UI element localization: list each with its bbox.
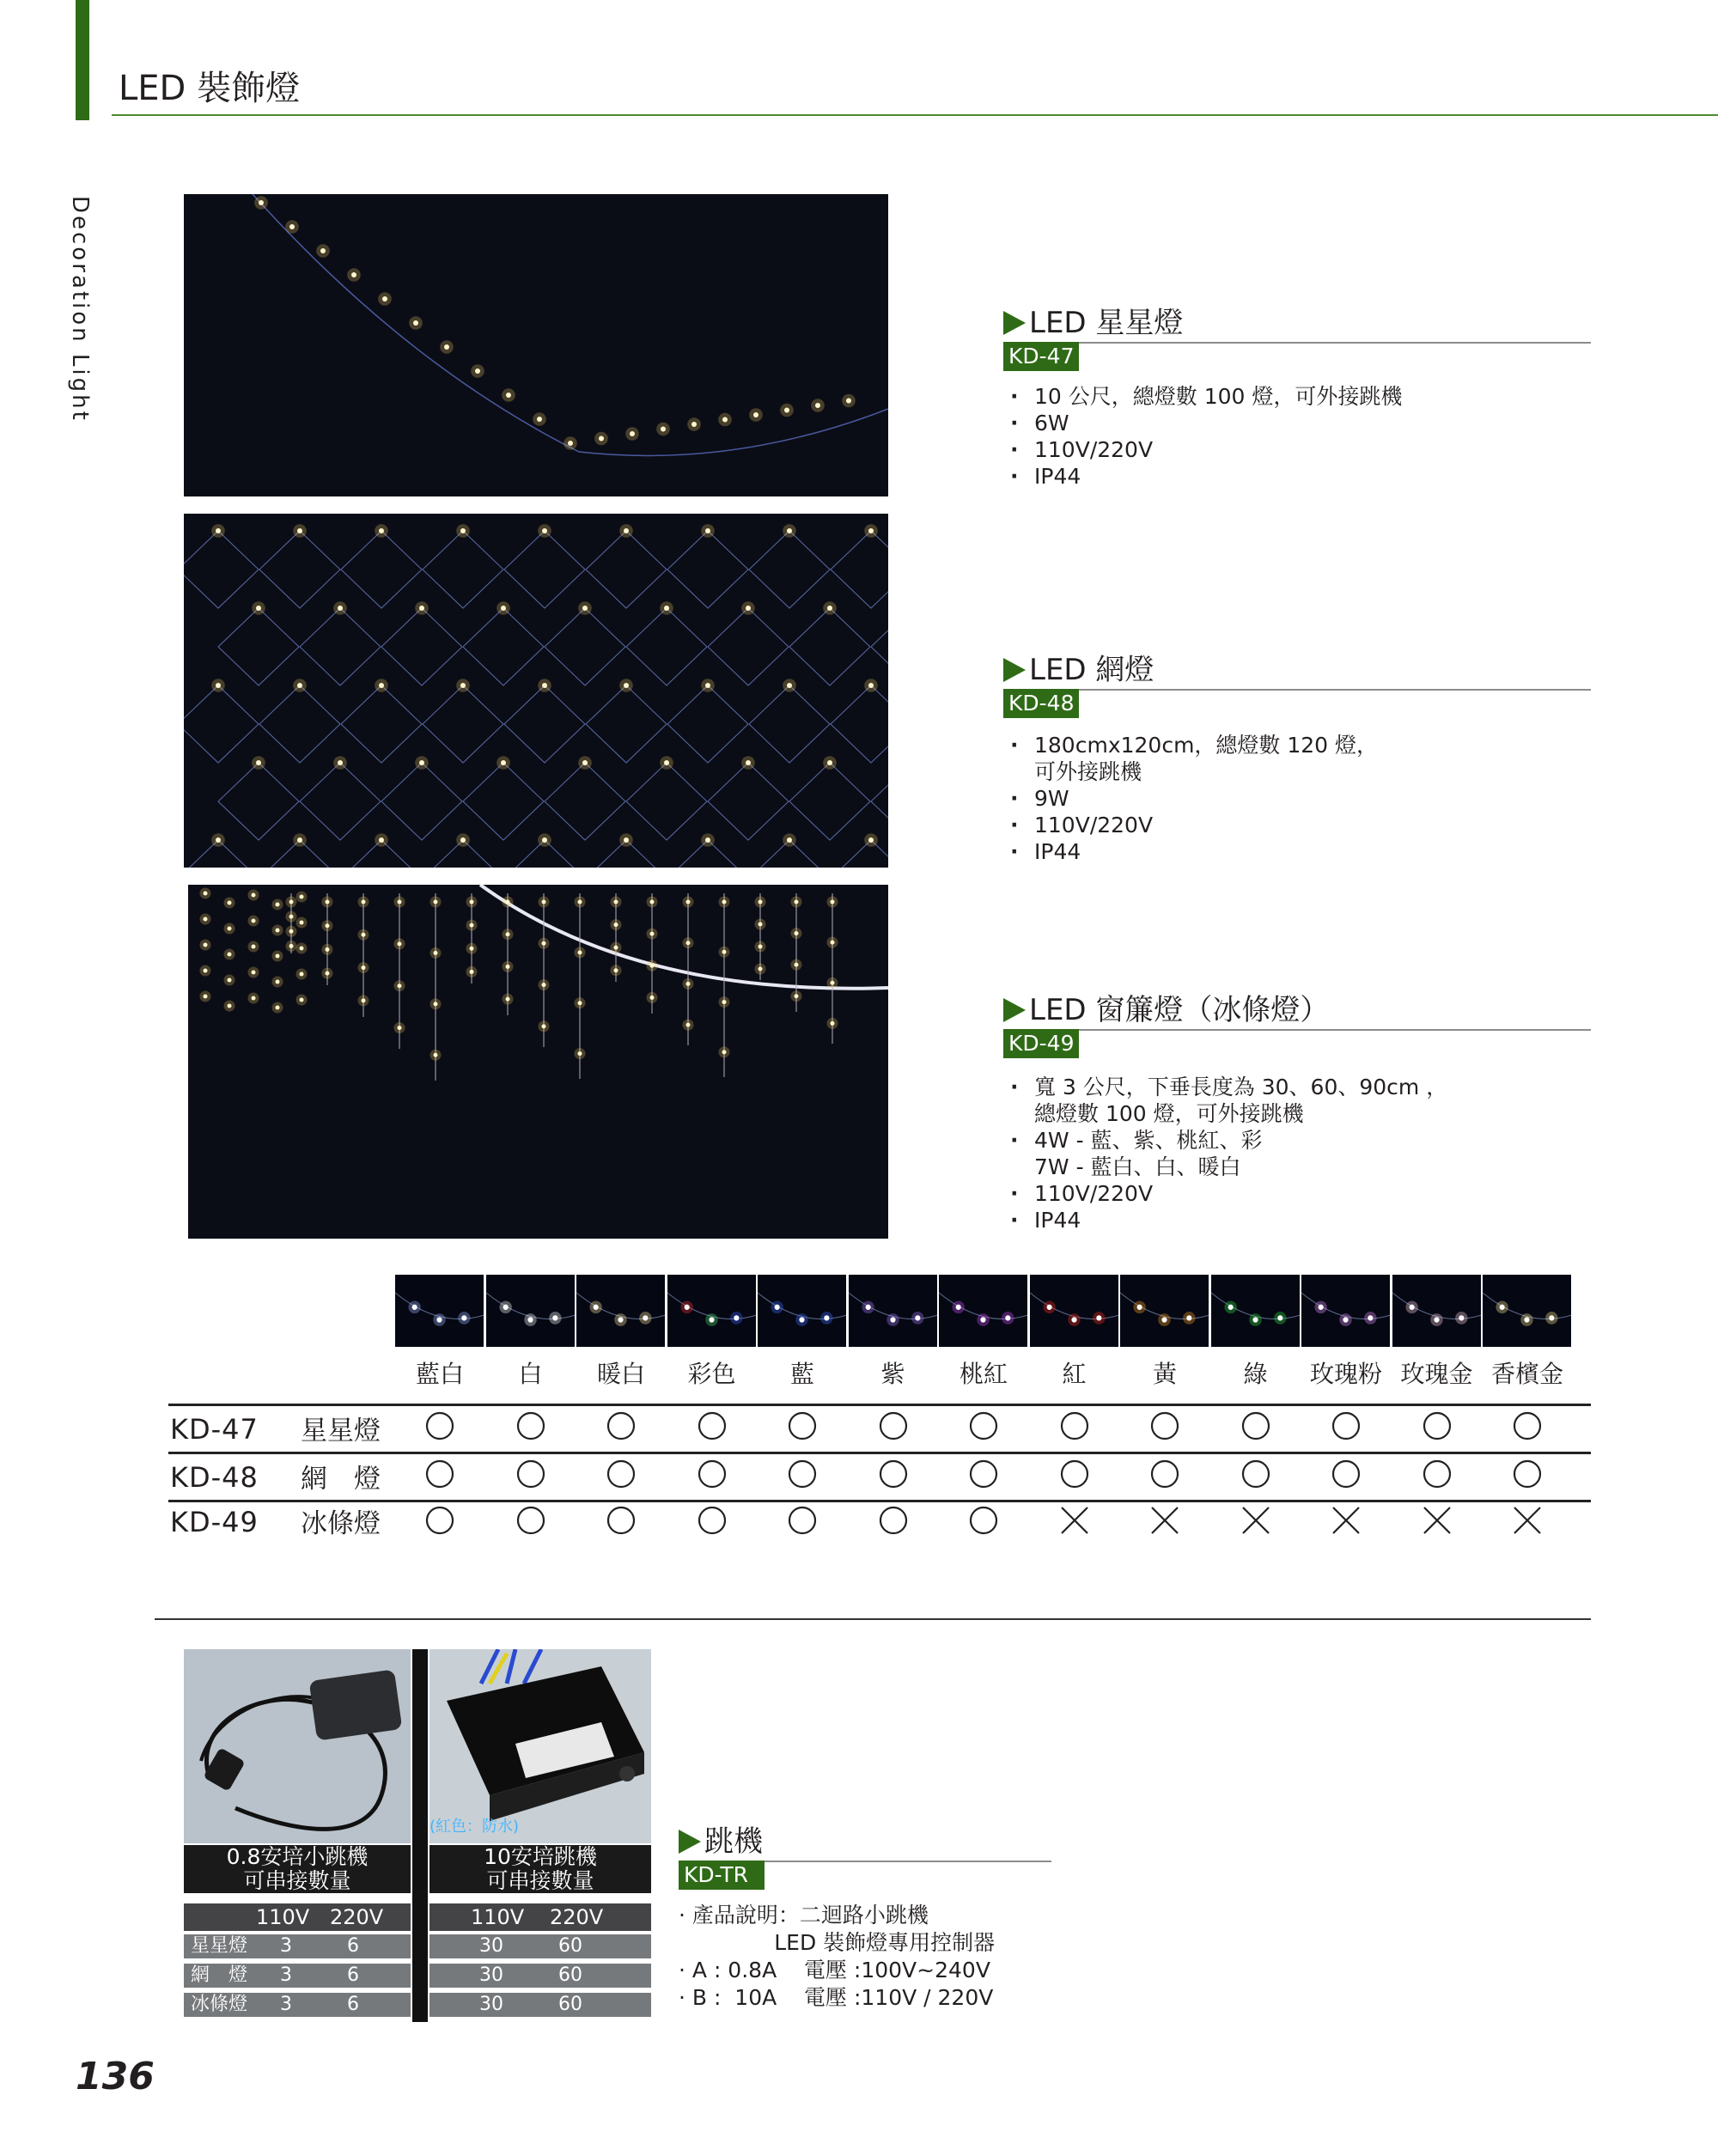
available-circle-icon xyxy=(849,1459,938,1493)
color-swatch xyxy=(1211,1275,1300,1347)
available-circle-icon xyxy=(1392,1459,1482,1493)
small-volt-header: 110V 220V xyxy=(184,1903,411,1931)
color-swatch xyxy=(486,1275,575,1347)
spec-item: · 寬 3 公尺，下垂長度為 30、60、90cm ， 總燈數 100 燈，可外接跳機 xyxy=(1003,1074,1447,1127)
icicle-light-photo xyxy=(188,885,888,1239)
small-controller-photo xyxy=(184,1649,411,1843)
available-circle-icon xyxy=(667,1410,757,1445)
star-light-photo xyxy=(184,194,888,496)
spec-item: · 9W xyxy=(1003,785,1378,812)
available-circle-icon xyxy=(1030,1459,1119,1493)
header-divider xyxy=(112,114,1718,116)
available-circle-icon xyxy=(758,1410,847,1445)
available-circle-icon xyxy=(939,1505,1028,1539)
available-circle-icon xyxy=(1120,1410,1209,1445)
available-circle-icon xyxy=(1301,1410,1391,1445)
color-label: 紫 xyxy=(880,1360,905,1388)
spec-item: · 10 公尺，總燈數 100 燈，可外接跳機 xyxy=(1003,383,1402,410)
spec-item: · 4W - 藍、紫、桃紅、彩 7W - 藍白、白、暖白 xyxy=(1003,1127,1447,1180)
product-code-badge: KD-49 xyxy=(1003,1029,1079,1058)
product-underline xyxy=(1003,689,1591,691)
section-divider xyxy=(155,1618,1591,1620)
color-swatch xyxy=(1030,1275,1118,1347)
controller-code-badge: KD-TR xyxy=(679,1861,765,1890)
spec-item: · 110V/220V xyxy=(1003,436,1402,463)
color-swatch xyxy=(395,1275,484,1347)
large-row-icicle: 30 60 xyxy=(430,1993,651,2017)
spec-item: · 110V/220V xyxy=(1003,1180,1447,1207)
spec-item: · IP44 xyxy=(1003,463,1402,490)
triangle-icon xyxy=(1003,311,1026,335)
spec-item: · IP44 xyxy=(1003,838,1378,865)
color-label: 彩色 xyxy=(687,1360,736,1388)
color-label: 藍白 xyxy=(415,1360,464,1388)
available-circle-icon xyxy=(939,1459,1028,1493)
large-controller-title: 10安培跳機 可串接數量 xyxy=(430,1845,651,1893)
spec-item: · 180cmx120cm，總燈數 120 燈， 可外接跳機 xyxy=(1003,732,1378,785)
color-swatch xyxy=(758,1275,846,1347)
large-volt-header: 110V 220V xyxy=(430,1903,651,1931)
side-label: Decoration Light xyxy=(67,196,93,423)
row-code-kd47: KD-47 xyxy=(170,1413,259,1446)
color-label: 玫瑰粉 xyxy=(1309,1360,1382,1388)
available-circle-icon xyxy=(1120,1459,1209,1493)
available-circle-icon xyxy=(395,1459,484,1493)
color-swatch xyxy=(849,1275,937,1347)
spec-item: · 110V/220V xyxy=(1003,812,1378,838)
available-circle-icon xyxy=(758,1505,847,1539)
product-underline xyxy=(1003,1029,1591,1031)
available-circle-icon xyxy=(667,1459,757,1493)
color-swatch xyxy=(1120,1275,1209,1347)
small-row-icicle: 冰條燈 3 6 xyxy=(184,1993,411,2017)
row-code-kd48: KD-48 xyxy=(170,1461,259,1494)
spec-item: · 6W xyxy=(1003,410,1402,436)
available-circle-icon xyxy=(576,1505,666,1539)
table-rule xyxy=(168,1500,1591,1502)
color-label: 桃紅 xyxy=(959,1360,1008,1388)
product-underline xyxy=(1003,342,1591,344)
color-swatch xyxy=(1392,1275,1481,1347)
table-rule xyxy=(168,1452,1591,1454)
available-circle-icon xyxy=(849,1505,938,1539)
unavailable-cross-icon xyxy=(1030,1505,1119,1539)
color-label: 香檳金 xyxy=(1490,1360,1563,1388)
photo-caption: (紅色：防水) xyxy=(430,1818,520,1836)
color-swatch xyxy=(1483,1275,1571,1347)
row-name-kd48: 網 燈 xyxy=(301,1464,381,1495)
color-label: 暖白 xyxy=(596,1360,645,1388)
controller-title: 跳機 xyxy=(679,1824,763,1859)
product-code-badge: KD-48 xyxy=(1003,689,1079,718)
small-controller-title: 0.8安培小跳機 可串接數量 xyxy=(184,1845,411,1893)
product-title-kd47: LED 星星燈 xyxy=(1003,306,1183,340)
unavailable-cross-icon xyxy=(1301,1505,1391,1539)
net-light-photo xyxy=(184,514,888,868)
available-circle-icon xyxy=(1392,1410,1482,1445)
color-label: 玫瑰金 xyxy=(1400,1360,1473,1388)
product-specs-kd47 xyxy=(1003,383,1402,490)
available-circle-icon xyxy=(1211,1410,1301,1445)
triangle-icon xyxy=(679,1830,701,1854)
page-number: 136 xyxy=(76,2055,155,2098)
small-row-net: 網 燈 3 6 xyxy=(184,1964,411,1988)
unavailable-cross-icon xyxy=(1392,1505,1482,1539)
color-swatch xyxy=(667,1275,756,1347)
color-swatch xyxy=(576,1275,665,1347)
page-title: LED 裝飾燈 xyxy=(119,69,301,108)
row-code-kd49: KD-49 xyxy=(170,1506,259,1538)
available-circle-icon xyxy=(486,1410,576,1445)
unavailable-cross-icon xyxy=(1211,1505,1301,1539)
available-circle-icon xyxy=(1483,1410,1572,1445)
controller-description: · 產品說明：二迴路小跳機 LED 裝飾燈專用控制器 · A : 0.8A 電壓 :100V~240V · B : 10A 電壓 :110V / 220V xyxy=(679,1903,996,2010)
available-circle-icon xyxy=(1483,1459,1572,1493)
available-circle-icon xyxy=(758,1459,847,1493)
color-swatch xyxy=(1301,1275,1390,1347)
spec-item: · IP44 xyxy=(1003,1207,1447,1233)
available-circle-icon xyxy=(486,1459,576,1493)
available-circle-icon xyxy=(395,1410,484,1445)
photo-divider xyxy=(412,1649,428,2022)
large-controller-photo xyxy=(430,1649,651,1843)
small-row-star: 星星燈 3 6 xyxy=(184,1934,411,1958)
product-specs-kd49 xyxy=(1003,1074,1447,1233)
color-label: 黃 xyxy=(1152,1360,1177,1388)
available-circle-icon xyxy=(576,1410,666,1445)
row-name-kd49: 冰條燈 xyxy=(301,1508,381,1539)
available-circle-icon xyxy=(486,1505,576,1539)
triangle-icon xyxy=(1003,998,1026,1022)
available-circle-icon xyxy=(1211,1459,1301,1493)
product-title-kd49: LED 窗簾燈（冰條燈） xyxy=(1003,993,1329,1027)
large-row-net: 30 60 xyxy=(430,1964,651,1988)
available-circle-icon xyxy=(576,1459,666,1493)
color-label: 紅 xyxy=(1062,1360,1087,1388)
table-rule xyxy=(168,1404,1591,1406)
color-swatch xyxy=(939,1275,1027,1347)
available-circle-icon xyxy=(849,1410,938,1445)
unavailable-cross-icon xyxy=(1483,1505,1572,1539)
color-label: 綠 xyxy=(1243,1360,1268,1388)
triangle-icon xyxy=(1003,658,1026,682)
available-circle-icon xyxy=(939,1410,1028,1445)
product-title-kd48: LED 網燈 xyxy=(1003,653,1154,687)
available-circle-icon xyxy=(395,1505,484,1539)
available-circle-icon xyxy=(1301,1459,1391,1493)
available-circle-icon xyxy=(1030,1410,1119,1445)
color-label: 白 xyxy=(518,1360,543,1388)
row-name-kd47: 星星燈 xyxy=(301,1416,381,1446)
large-row-star: 30 60 xyxy=(430,1934,651,1958)
unavailable-cross-icon xyxy=(1120,1505,1209,1539)
available-circle-icon xyxy=(667,1505,757,1539)
product-specs-kd48 xyxy=(1003,732,1378,865)
product-code-badge: KD-47 xyxy=(1003,342,1079,371)
header-accent-bar xyxy=(76,0,89,120)
color-label: 藍 xyxy=(789,1360,814,1388)
